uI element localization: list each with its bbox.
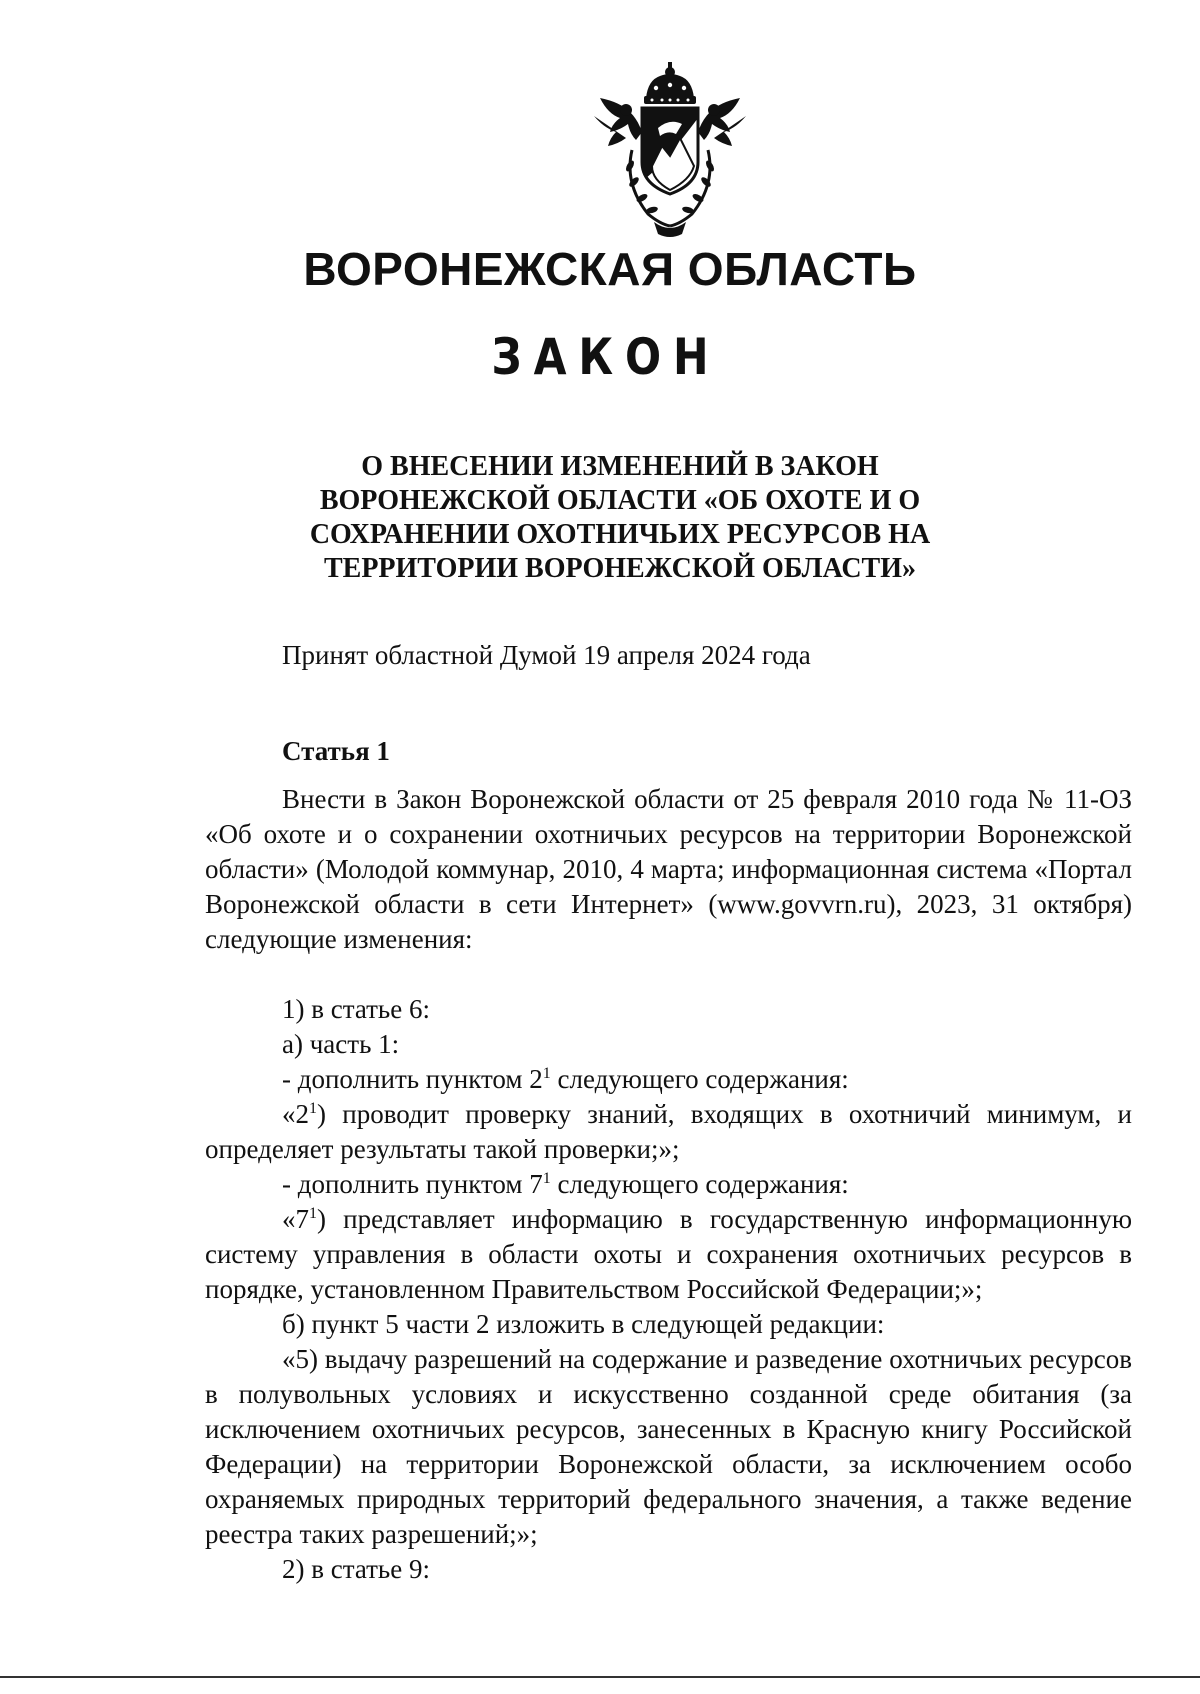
add-point-text: следующего содержания:: [550, 1064, 849, 1094]
superscript: 1: [542, 1065, 551, 1082]
quoted-point-5: «5) выдачу разрешений на содержание и разведение охотничьих ресурсов в полувольных условиях и искусственно созданной среде обитания (за исключением охотничьих ресурсов, занесенных в Красную книгу Российской Федерации) на территории Воронежской области, за исключением особо охраняемых природных территорий федерального значения, а также ведение реестра таких разрешений;»;: [205, 1344, 1132, 1549]
quoted-point-7-1: [205, 1202, 1132, 1307]
quoted-point-2-1: [205, 1097, 1132, 1167]
article-heading: Статья 1: [282, 736, 390, 766]
add-point-text: - дополнить пунктом 2: [282, 1064, 543, 1094]
superscript: 1: [309, 1100, 317, 1117]
adoption-note: Принят областной Думой 19 апреля 2024 года: [282, 640, 811, 670]
coat-of-arms-icon: [590, 58, 750, 240]
quote-open: «7: [282, 1204, 309, 1234]
amendment-item-1: 1) в статье 6:: [282, 994, 430, 1024]
add-point-text: следующего содержания:: [550, 1169, 849, 1199]
amendment-item-2: 2) в статье 9:: [282, 1554, 430, 1584]
law-title-line: ТЕРРИТОРИИ ВОРОНЕЖСКОЙ ОБЛАСТИ»: [323, 553, 917, 584]
law-title-line: ВОРОНЕЖСКОЙ ОБЛАСТИ «ОБ ОХОТЕ И О: [319, 485, 921, 516]
superscript: 1: [542, 1170, 551, 1187]
law-title: [300, 450, 940, 586]
quote-text: ) представляет информацию в государственную информационную систему управления в области охоты и сохранения охотничьих ресурсов в порядке, установленном Правительством Российской Федерации;»;: [205, 1204, 1132, 1304]
document-type: ЗАКОН: [491, 328, 721, 386]
quote-open: «2: [282, 1099, 309, 1129]
add-point-7-1: [205, 1167, 1132, 1202]
add-point-2-1: [205, 1062, 1132, 1097]
law-title-line: О ВНЕСЕНИИ ИЗМЕНЕНИЙ В ЗАКОН: [361, 451, 879, 482]
amendment-subitem-a: а) часть 1:: [282, 1029, 400, 1059]
article-body: [205, 782, 1132, 1587]
article-intro: Внести в Закон Воронежской области от 25 февраля 2010 года № 11-ОЗ «Об охоте и о сохранении охотничьих ресурсов на территории Воронежской области» (Молодой коммунар, 2010, 4 марта; информационная система «Портал Воронежской области в сети Интернет» (www.govvrn.ru), 2023, 31 октября) следующие изменения:: [205, 784, 1132, 954]
add-point-text: - дополнить пунктом 7: [282, 1169, 543, 1199]
amendment-subitem-b: б) пункт 5 части 2 изложить в следующей редакции:: [282, 1309, 885, 1339]
page-bottom-rule: [0, 1676, 1200, 1678]
quote-text: ) проводит проверку знаний, входящих в охотничий минимум, и определяет результаты такой проверки;»;: [205, 1099, 1132, 1164]
law-title-line: СОХРАНЕНИИ ОХОТНИЧЬИХ РЕСУРСОВ НА: [309, 519, 931, 550]
region-name: ВОРОНЕЖСКАЯ ОБЛАСТЬ: [303, 243, 917, 295]
superscript: 1: [309, 1205, 317, 1222]
